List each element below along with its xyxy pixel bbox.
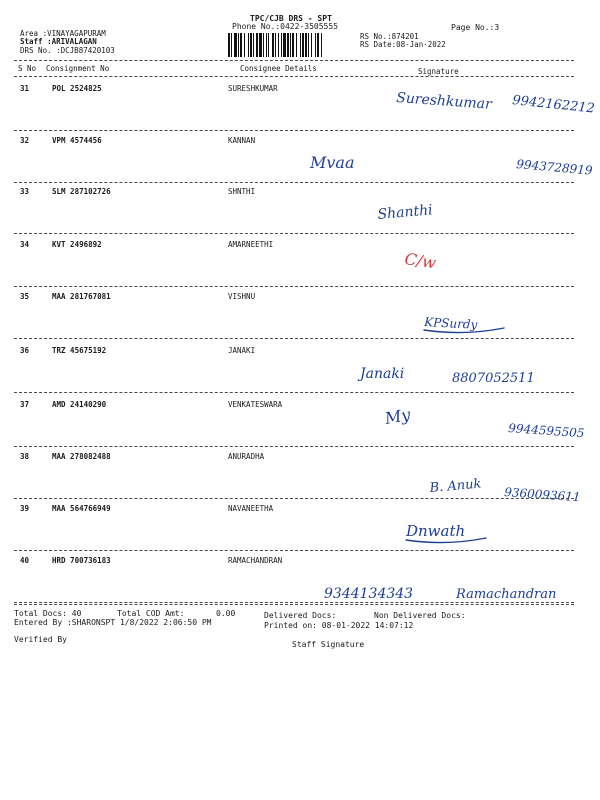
row-consignment-no: MAA 278082488 (52, 452, 111, 461)
header-divider-bottom (14, 76, 574, 77)
drs-number: DRS No. :DCJB87420103 (20, 46, 115, 55)
svg-text:9944595505: 9944595505 (507, 421, 585, 441)
svg-text:9344134343: 9344134343 (324, 586, 414, 602)
header-divider-top (14, 60, 574, 61)
area-label: Area :VINAYAGAPURAM (20, 29, 106, 38)
handwritten-signature (404, 240, 600, 280)
col-consignment: Consignment No (46, 64, 110, 73)
col-signature: Signature (418, 67, 459, 76)
row-consignment-no: KVT 2496892 (52, 240, 102, 249)
row-consignee-name: AMARNEETHI (228, 240, 274, 249)
row-consignee-name: JANAKI (228, 346, 256, 355)
entered-by: Entered By :SHARONSPT 1/8/2022 2:06:50 PM (14, 618, 212, 627)
handwritten-signature (378, 195, 600, 235)
svg-text:Shanthi: Shanthi (376, 202, 434, 223)
total-cod-value: 0.00 (216, 609, 236, 618)
table-row (0, 290, 600, 342)
row-sno: 39 (20, 504, 30, 513)
rs-number: RS No.:874201 (360, 32, 419, 41)
row-consignment-no: SLM 287102726 (52, 187, 111, 196)
row-consignment-no: MAA 564766949 (52, 504, 111, 513)
phone-number: Phone No.:0422-3505555 (232, 22, 338, 31)
svg-text:Mvaa: Mvaa (310, 153, 355, 172)
non-delivered-docs: Non Delivered Docs: (374, 611, 466, 620)
svg-text:My: My (383, 404, 412, 428)
row-consignee-name: SURESHKUMAR (228, 84, 278, 93)
row-consignment-no: HRD 700736183 (52, 556, 111, 565)
handwritten-signature (456, 574, 600, 614)
svg-text:B. Anuk: B. Anuk (429, 476, 482, 496)
svg-text:KPSurdy: KPSurdy (423, 315, 478, 332)
doc-title: TPC/CJB DRS - SPT (250, 14, 332, 23)
row-consignee-name: RAMACHANDRAN (228, 556, 283, 565)
row-sno: 38 (20, 452, 30, 461)
row-divider (14, 233, 574, 234)
col-consignee: Consignee Details (240, 64, 317, 73)
row-consignment-no: AMD 24140290 (52, 400, 107, 409)
footer-divider (14, 604, 574, 605)
svg-text:9360093611: 9360093611 (503, 485, 581, 505)
svg-text:C/w: C/w (403, 249, 438, 273)
row-divider (14, 550, 574, 551)
barcode (228, 33, 358, 57)
page-number: Page No.:3 (451, 23, 500, 32)
row-sno: 33 (20, 187, 30, 196)
svg-text:9943728919: 9943728919 (515, 157, 594, 178)
handwritten-phone (508, 408, 600, 448)
svg-text:9942162212: 9942162212 (511, 93, 596, 117)
table-row (0, 450, 600, 505)
table-row (0, 554, 600, 606)
handwritten-phone (512, 80, 600, 120)
row-consignment-no: TRZ 45675192 (52, 346, 107, 355)
row-consignment-no: POL 2524825 (52, 84, 102, 93)
printed-on: Printed on: 08-01-2022 14:07:12 (264, 621, 414, 630)
verified-by: Verified By (14, 635, 67, 644)
svg-text:Ramachandran: Ramachandran (456, 587, 557, 602)
row-divider (14, 182, 574, 183)
table-row (0, 134, 600, 186)
staff-label: Staff :ARIVALAGAN (20, 37, 97, 46)
delivered-docs: Delivered Docs: (264, 611, 337, 620)
row-consignee-name: SHNTHI (228, 187, 256, 196)
row-divider (14, 392, 574, 393)
svg-text:Janaki: Janaki (360, 366, 405, 382)
row-consignee-name: VISHNU (228, 292, 256, 301)
table-row (0, 398, 600, 450)
row-divider (14, 602, 574, 603)
row-divider (14, 446, 574, 447)
table-row (0, 238, 600, 290)
row-consignee-name: NAVANEETHA (228, 504, 274, 513)
row-sno: 32 (20, 136, 30, 145)
table-row (0, 502, 600, 554)
svg-text:Dnwath: Dnwath (406, 522, 466, 540)
handwritten-phone (516, 144, 600, 184)
row-sno: 40 (20, 556, 30, 565)
row-divider (14, 498, 574, 499)
row-consignment-no: VPM 4574456 (52, 136, 102, 145)
table-row (0, 82, 600, 134)
svg-text:Sureshkumar: Sureshkumar (395, 90, 493, 113)
total-cod-label: Total COD Amt: (117, 609, 185, 618)
row-sno: 34 (20, 240, 30, 249)
row-consignee-name: ANURADHA (228, 452, 265, 461)
handwritten-signature (424, 302, 600, 342)
table-row (0, 344, 600, 396)
row-sno: 35 (20, 292, 30, 301)
row-sno: 36 (20, 346, 30, 355)
row-consignee-name: VENKATESWARA (228, 400, 283, 409)
row-divider (14, 130, 574, 131)
staff-signature: Staff Signature (292, 640, 365, 649)
table-row (0, 185, 600, 237)
total-docs: Total Docs: 40 (14, 609, 82, 618)
rs-date: RS Date:08-Jan-2022 (360, 40, 446, 49)
row-divider (14, 338, 574, 339)
col-sno: S No (18, 64, 37, 73)
row-consignee-name: KANNAN (228, 136, 256, 145)
row-sno: 31 (20, 84, 30, 93)
svg-text:8807052511: 8807052511 (452, 371, 535, 386)
row-consignment-no: MAA 281767081 (52, 292, 111, 301)
handwritten-signature (406, 512, 600, 552)
row-sno: 37 (20, 400, 30, 409)
row-divider (14, 286, 574, 287)
handwritten-phone (324, 574, 444, 614)
